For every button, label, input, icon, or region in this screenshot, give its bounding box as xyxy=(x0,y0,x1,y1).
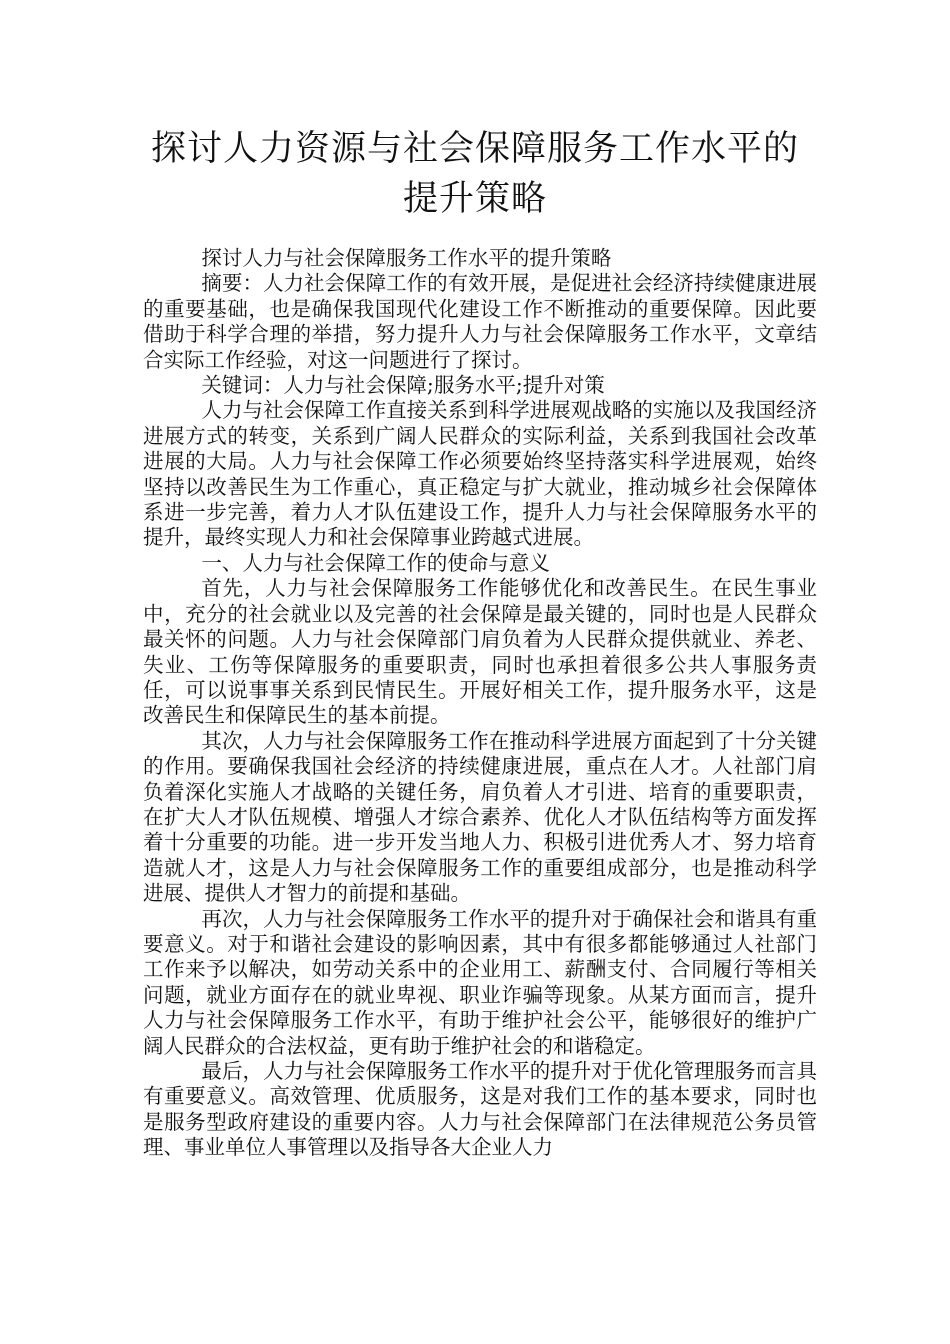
document-body xyxy=(143,246,817,1161)
body-paragraph: 最后，人力与社会保障服务工作水平的提升对于优化管理服务而言具有重要意义。高效管理、优质服务，这是对我们工作的基本要求，同时也是服务型政府建设的重要内容。人力与社会保障部门在法律规范公务员管理、事业单位人事管理以及指导各大企业人力 xyxy=(143,1059,817,1160)
section-heading: 一、人力与社会保障工作的使命与意义 xyxy=(201,550,550,575)
body-paragraph: 其次，人力与社会保障服务工作在推动科学进展方面起到了十分关键的作用。要确保我国社会经济的持续健康进展，重点在人才。人社部门肩负着深化实施人才战略的关键任务，肩负着人才引进、培育的重要职责，在扩大人才队伍规模、增强人才综合素养、优化人才队伍结构等方面发挥着十分重要的功能。进一步开发当地人力、积极引进优秀人才、努力培育造就人才，这是人力与社会保障服务工作的重要组成部分，也是推动科学进展、提供人才智力的前提和基础。 xyxy=(143,728,817,906)
document-title xyxy=(120,124,830,224)
body-paragraph: 再次，人力与社会保障服务工作水平的提升对于确保社会和谐具有重要意义。对于和谐社会建设的影响因素，其中有很多都能够通过人社部门工作来予以解决，如劳动关系中的企业用工、薪酬支付、合同履行等相关问题，就业方面存在的就业卑视、职业诈骗等现象。从某方面而言，提升人力与社会保障服务工作水平，有助于维护社会公平，能够很好的维护广阔人民群众的合法权益，更有助于维护社会的和谐稳定。 xyxy=(143,906,817,1058)
abstract-paragraph: 摘要：人力社会保障工作的有效开展，是促进社会经济持续健康进展的重要基础，也是确保我国现代化建设工作不断推动的重要保障。因此要借助于科学合理的举措，努力提升人力与社会保障服务工作水平，文章结合实际工作经验，对这一问题进行了探讨。 xyxy=(143,271,817,372)
subtitle-paragraph: 探讨人力与社会保障服务工作水平的提升策略 xyxy=(201,246,612,270)
title-line-1: 探讨人力资源与社会保障服务工作水平的 xyxy=(150,129,799,169)
title-line-2: 提升策略 xyxy=(402,179,547,219)
body-paragraph: 首先，人力与社会保障服务工作能够优化和改善民生。在民生事业中，充分的社会就业以及完善的社会保障是最关键的，同时也是人民群众最关怀的问题。人力与社会保障部门肩负着为人民群众提供就业、养老、失业、工伤等保障服务的重要职责，同时也承担着很多公共人事服务责任，可以说事事关系到民情民生。开展好相关工作，提升服务水平，这是改善民生和保障民生的基本前提。 xyxy=(143,576,817,728)
keywords-paragraph: 关键词：人力与社会保障;服务水平;提升对策 xyxy=(201,373,605,398)
intro-paragraph: 人力与社会保障工作直接关系到科学进展观战略的实施以及我国经济进展方式的转变，关系到广阔人民群众的实际利益，关系到我国社会改革进展的大局。人力与社会保障工作必须要始终坚持落实科学进展观，始终坚持以改善民生为工作重心，真正稳定与扩大就业，推动城乡社会保障体系进一步完善，着力人才队伍建设工作，提升人力与社会保障服务水平的提升，最终实现人力和社会保障事业跨越式进展。 xyxy=(143,398,817,550)
